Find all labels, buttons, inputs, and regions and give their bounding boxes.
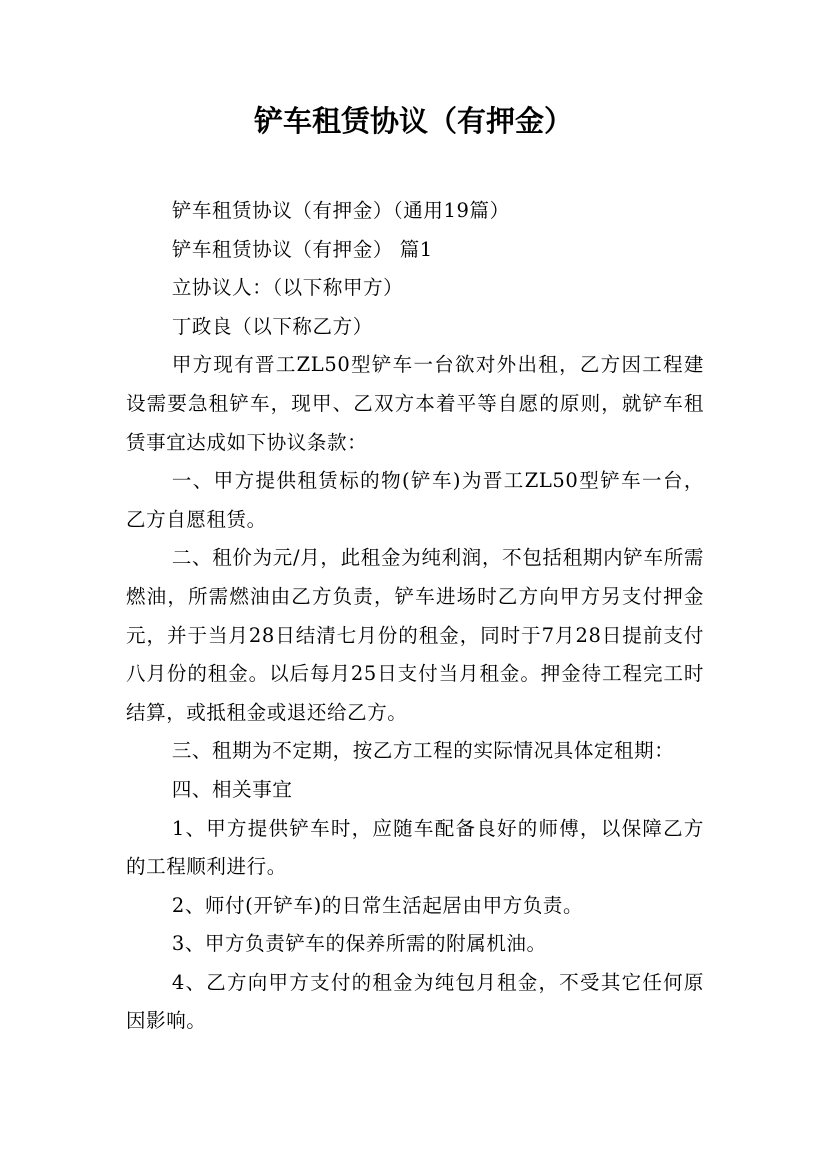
- clause-3-paragraph: 三、租期为不定期，按乙方工程的实际情况具体定租期：: [171, 739, 675, 763]
- party-b-paragraph: 丁政良（以下称乙方）: [171, 314, 373, 338]
- item-3-paragraph: 3、甲方负责铲车的保养所需的附属机油。: [171, 932, 547, 956]
- preamble-paragraph: 甲方现有晋工ZL50型铲车一台欲对外出租，乙方因工程建设需要急租铲车，现甲、乙双方本着平等自愿的原则，就铲车租赁事宜达成如下协议条款：: [126, 353, 704, 454]
- subtitle-paragraph: 铲车租赁协议（有押金）（通用19篇）: [171, 199, 510, 222]
- document-body: [126, 192, 704, 1041]
- item-2-paragraph: 2、师付(开铲车)的日常生活起居由甲方负责。: [171, 893, 584, 917]
- party-a-paragraph: 立协议人：（以下称甲方）: [171, 276, 404, 300]
- item-1-paragraph: 1、甲方提供铲车时，应随车配备良好的师傅，以保障乙方的工程顺利进行。: [126, 816, 704, 879]
- item-4-paragraph: 4、乙方向甲方支付的租金为纯包月租金，不受其它任何原因影响。: [126, 970, 704, 1033]
- section-heading-paragraph: 铲车租赁协议（有押金） 篇1: [171, 237, 433, 261]
- clause-1-paragraph: 一、甲方提供租赁标的物(铲车)为晋工ZL50型铲车一台，乙方自愿租赁。: [126, 469, 704, 531]
- document-title: 铲车租赁协议（有押金）: [253, 104, 573, 138]
- clause-2-paragraph: 二、租价为元/月，此租金为纯利润，不包括租期内铲车所需燃油，所需燃油由乙方负责，铲车进场时乙方向甲方另支付押金元，并于当月28日结清七月份的租金，同时于7月28日提前支付八月份的租金。以后每月25日支付当月租金。押金待工程完工时结算，或抵租金或退还给乙方。: [126, 546, 704, 724]
- clause-4-heading-paragraph: 四、相关事宜: [171, 777, 293, 801]
